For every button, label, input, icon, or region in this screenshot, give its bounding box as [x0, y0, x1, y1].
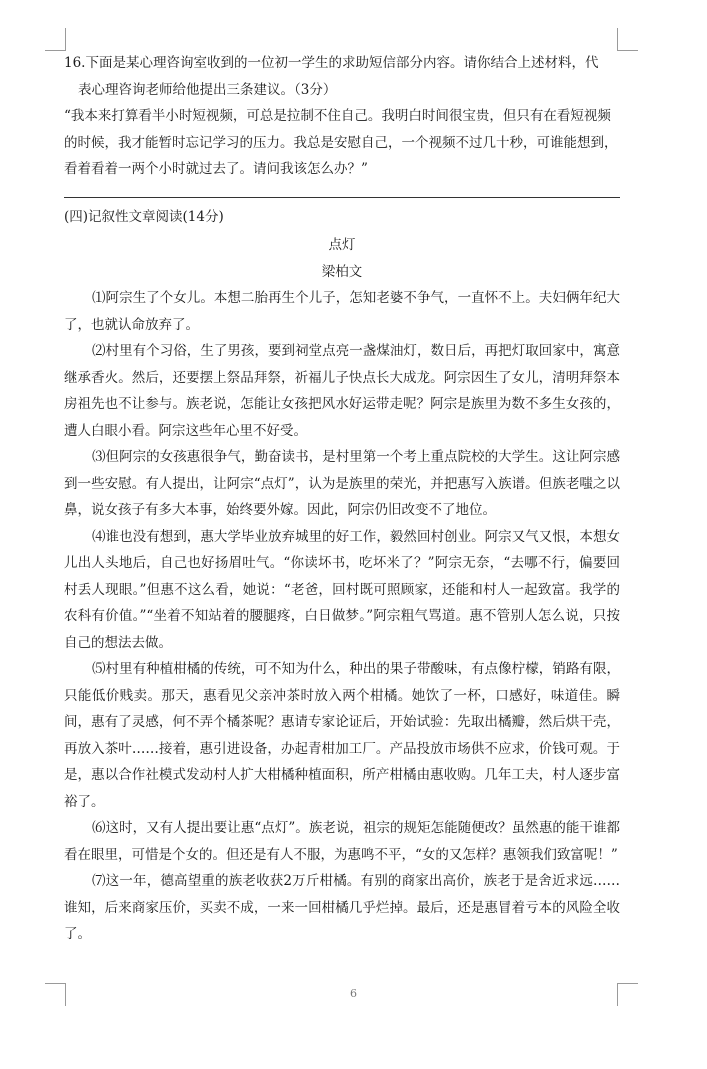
- answer-line: [64, 197, 620, 198]
- section-heading: (四)记叙性文章阅读(14分): [64, 208, 224, 225]
- student-message-quote: “我本来打算看半小时短视频，可总是拉制不住自己。我明白时间很宝贵，但只有在看短视频的时候，我才能暂时忘记学习的压力。我总是安慰自己，一个视频不过几十秒，可谁能想到，看着看着一两个小时就过去了。请问我该怎么办？”: [64, 108, 618, 177]
- page-number: 6: [350, 987, 357, 1000]
- paragraph-5: ⑸村里有种植柑橘的传统，可不知为什么，种出的果子带酸味，有点像柠檬，销路有限，只能低价贱卖。那天，惠看见父亲冲茶时放入两个柑橘。她饮了一杯，口感好，味道佳。瞬间，惠有了灵感，何不弄个橘茶呢？惠请专家论证后，开始试验：先取出橘瓣，然后烘干壳，再放入茶叶……接着，惠引进设备，办起青柑加工厂。产品投放市场供不应求，价钱可观。于是，惠以合作社模式发动村人扩大柑橘种植面积，所产柑橘由惠收购。几年工夫，村人逐步富裕了。: [64, 661, 620, 810]
- paragraph-6: ⑹这时，又有人提出要让惠“点灯”。族老说，祖宗的规矩怎能随便改？虽然惠的能干谁都看在眼里，可惜是个女的。但还是有人不服，为惠鸣不平，“女的又怎样？惠领我们致富呢！”: [64, 820, 620, 863]
- paragraph-4: ⑷谁也没有想到，惠大学毕业放弃城里的好工作，毅然回村创业。阿宗又气又恨，本想女儿出人头地后，自己也好扬眉吐气。“你读坏书，吃坏米了？”阿宗无奈，“去哪不行，偏要回村丢人现眼。”但惠不这么看，她说：“老爸，回村既可照顾家，还能和村人一起致富。我学的农科有价值。”“坐着不知站着的腰腿疼，白日做梦。”阿宗粗气骂道。惠不管别人怎么说，只按自己的想法去做。: [64, 528, 620, 651]
- article-title: 点灯: [328, 237, 356, 253]
- crop-mark-top-right: [617, 28, 638, 51]
- question-16-line-1: 16.下面是某心理咨询室收到的一位初一学生的求助短信部分内容。请你结合上述材料，代: [64, 55, 599, 71]
- paragraph-2: ⑵村里有个习俗，生了男孩，要到祠堂点亮一盏煤油灯，数日后，再把灯取回家中，寓意继承香火。然后，还要摆上祭品拜祭，祈福儿子快点长大成龙。阿宗因生了女儿，清明拜祭本房祖先也不让参与。族老说，怎能让女孩把风水好运带走呢？阿宗是族里为数不多生女孩的，遭人白眼小看。阿宗这些年心里不好受。: [64, 343, 620, 439]
- question-16: [64, 50, 620, 103]
- paragraph-1: ⑴阿宗生了个女儿。本想二胎再生个儿子，怎知老婆不争气，一直怀不上。夫妇俩年纪大了，也就认命放弃了。: [64, 290, 620, 333]
- crop-mark-top-left: [45, 28, 66, 51]
- article-author: 梁柏文: [321, 263, 363, 280]
- page-content: [64, 50, 620, 948]
- paragraph-7: ⑺这一年，德高望重的族老收获2万斤柑橘。有别的商家出高价，族老于是舍近求远……谁知，后来商家压价，买卖不成，一来一回柑橘几乎烂掉。最后，还是惠冒着亏本的风险全收了。: [64, 873, 620, 942]
- question-16-line-2: 表心理咨询老师给他提出三条建议。（3分）: [78, 81, 337, 98]
- paragraph-3: ⑶但阿宗的女孩惠很争气，勤奋读书，是村里第一个考上重点院校的大学生。这让阿宗感到一些安慰。有人提出，让阿宗“点灯”，认为是族里的荣光，并把惠写入族谱。但族老嗤之以鼻，说女孩子有多大本事，始终要外嫁。因此，阿宗仍旧改变不了地位。: [64, 449, 620, 518]
